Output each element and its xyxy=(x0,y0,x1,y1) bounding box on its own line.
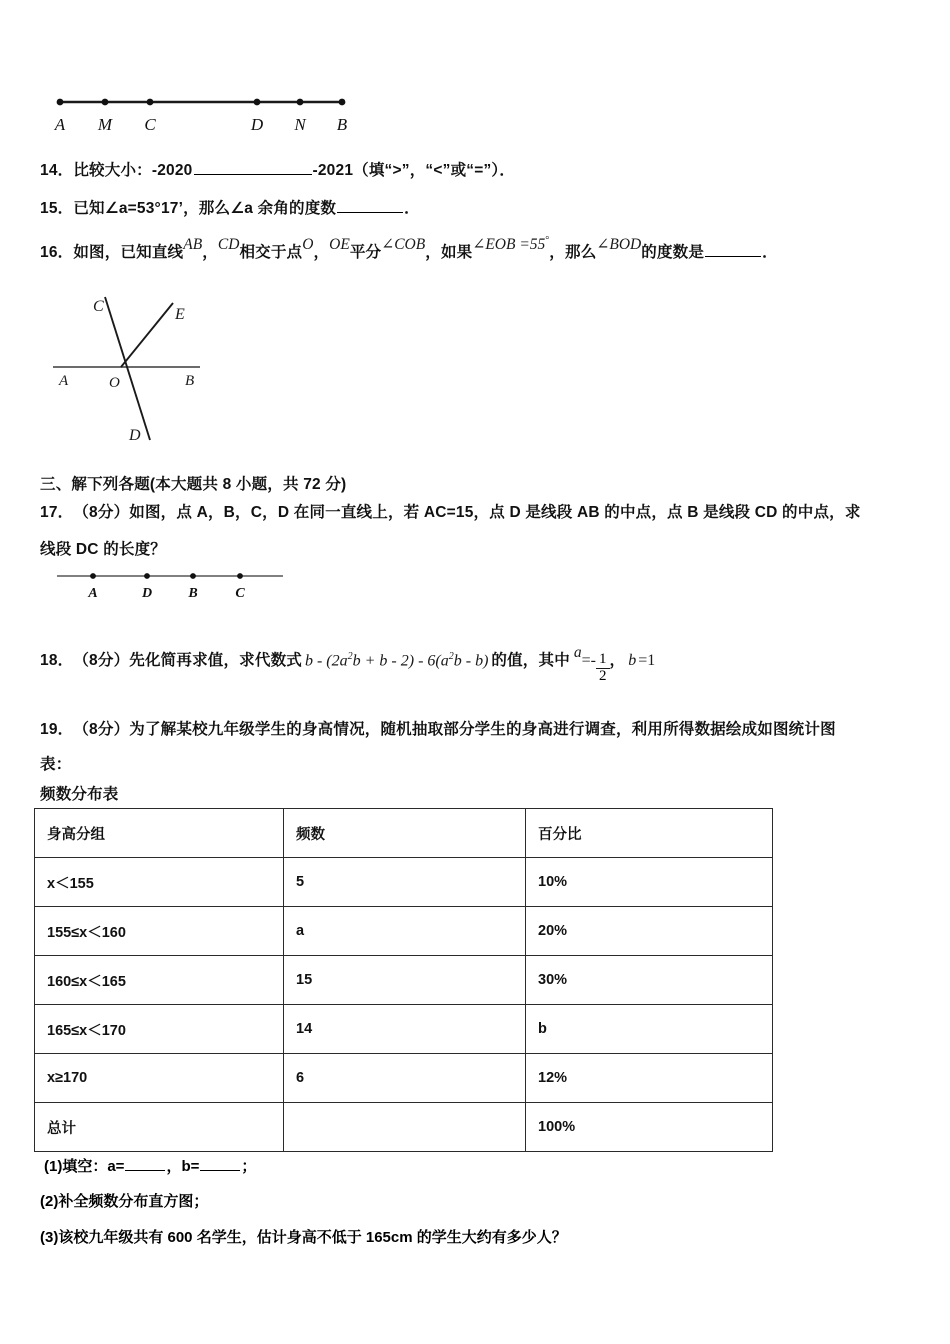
q16-segment-2: 相交于点 xyxy=(239,244,303,261)
svg-text:A: A xyxy=(54,115,66,134)
section-3-title-text: 三、解下列各题(本大题共 8 小题，共 72 分) xyxy=(40,476,347,493)
q19-sub1-text-before: (1)填空：a= xyxy=(44,1158,125,1175)
q18-fraction-one-half xyxy=(596,652,610,685)
svg-text:M: M xyxy=(97,115,113,134)
question-19-sub-1 xyxy=(44,1155,256,1176)
fraction-denominator: 2 xyxy=(596,668,610,685)
table-row xyxy=(35,1005,773,1054)
question-15 xyxy=(40,196,420,218)
q15-text: 已知∠a=53°17’，那么∠a 余角的度数 xyxy=(73,200,337,217)
q15-number: 15． xyxy=(40,200,74,217)
svg-text:C: C xyxy=(93,298,104,315)
frequency-distribution-table xyxy=(34,808,773,1152)
q16-math-angle-bod: ∠BOD xyxy=(596,236,642,253)
q16-math-angle-cob: ∠COB xyxy=(381,236,426,253)
table-header-row xyxy=(35,809,773,858)
q14-or-word: 或 xyxy=(450,162,467,179)
table-cell-total-label: 总计 xyxy=(35,1103,284,1152)
svg-text:E: E xyxy=(175,306,185,323)
fraction-numerator: 1 xyxy=(599,651,607,667)
q18-number: 18． xyxy=(40,652,74,669)
svg-text:D: D xyxy=(250,115,264,134)
q17-score: （8分） xyxy=(73,504,130,521)
q17-number: 17． xyxy=(40,504,74,521)
table-cell-percent: 10% xyxy=(526,858,773,907)
q15-answer-blank[interactable] xyxy=(337,199,403,213)
question-19-sub-3 xyxy=(40,1226,567,1247)
svg-text:O: O xyxy=(109,375,120,391)
q16-answer-blank[interactable] xyxy=(705,243,761,257)
svg-text:A: A xyxy=(88,586,98,601)
question-19-line-1 xyxy=(40,717,836,739)
q19-number: 19． xyxy=(40,721,74,738)
q14-comma-1: ， xyxy=(409,162,426,179)
table-cell-frequency: 6 xyxy=(284,1054,526,1103)
q16-comma-1: ， xyxy=(202,244,218,261)
q18-score: （8分） xyxy=(73,652,130,669)
q14-number: 14． xyxy=(40,162,74,179)
table-row xyxy=(35,1054,773,1103)
q14-answer-blank[interactable] xyxy=(194,161,312,175)
table-row xyxy=(35,858,773,907)
table-cell-percent: 20% xyxy=(526,907,773,956)
table-cell-group: 165≤x＜170 xyxy=(35,1005,284,1054)
svg-text:B: B xyxy=(188,586,198,601)
svg-text:B: B xyxy=(185,373,195,389)
q19-blank-b[interactable] xyxy=(200,1158,240,1171)
q16-math-angle-eob: ∠EOB =55° xyxy=(472,234,550,253)
q16-segment-1: 如图，已知直线 xyxy=(73,244,184,261)
q18-b-value: =1 xyxy=(638,652,656,669)
q18-var-b: b xyxy=(628,652,637,669)
table-row-total xyxy=(35,1103,773,1152)
q16-comma-2: ， xyxy=(313,244,330,261)
table-row xyxy=(35,907,773,956)
table-cell-group: 155≤x＜160 xyxy=(35,907,284,956)
q18-var-a: a xyxy=(573,644,582,661)
question-17-line-1 xyxy=(40,500,861,522)
q18-comma: ， xyxy=(609,652,626,669)
table-row xyxy=(35,956,773,1005)
q16-math-cd: CD xyxy=(217,236,240,253)
q16-segment-4: 如果 xyxy=(440,244,473,261)
q18-equals-negative: =- xyxy=(581,652,597,669)
question-16 xyxy=(40,234,778,262)
q19-blank-a[interactable] xyxy=(125,1158,165,1171)
q16-math-o: O xyxy=(302,236,314,253)
table-header-percentage: 百分比 xyxy=(526,809,773,858)
frequency-table-title-text: 频数分布表 xyxy=(40,786,119,803)
question-19-line-2 xyxy=(40,752,71,774)
q14-tail: ）． xyxy=(491,162,516,179)
table-cell-frequency: a xyxy=(284,907,526,956)
q19-text-line-2: 表： xyxy=(40,756,72,773)
q16-tail: ． xyxy=(762,244,778,261)
q14-text-after: -2021（填 xyxy=(312,162,385,179)
table-cell-group: 160≤x＜165 xyxy=(35,956,284,1005)
table-cell-frequency: 14 xyxy=(284,1005,526,1054)
svg-text:C: C xyxy=(144,115,156,134)
q14-op-gt: “>” xyxy=(384,162,410,179)
q19-sub1-text-after: ； xyxy=(241,1158,257,1175)
svg-text:D: D xyxy=(129,427,141,444)
q16-math-ab: AB xyxy=(183,236,203,253)
q14-op-lt: “<” xyxy=(425,162,451,179)
q17-text-line-1: 如图，点 A，B，C，D 在同一直线上，若 AC=15，点 D 是线段 AB 的中点，点 B 是线段 CD 的中点，求 xyxy=(129,504,861,521)
q16-comma-3: ， xyxy=(425,244,441,261)
q18-text: 先化简再求值，求代数式 xyxy=(129,652,302,669)
q16-segment-6: 的度数是 xyxy=(641,244,705,261)
svg-text:B: B xyxy=(336,115,348,134)
q14-text-before: 比较大小：-2020 xyxy=(73,162,193,179)
q19-score: （8分） xyxy=(73,721,130,738)
q16-segment-5: 那么 xyxy=(565,244,597,261)
question-17-line-2 xyxy=(40,537,166,559)
question-19-sub-2 xyxy=(40,1190,208,1211)
diagram-intersecting-lines xyxy=(45,285,220,450)
table-cell-total-percent: 100% xyxy=(526,1103,773,1152)
svg-text:A: A xyxy=(59,373,69,389)
frequency-table-title xyxy=(40,782,119,804)
svg-text:D: D xyxy=(141,586,153,601)
q16-segment-3: 平分 xyxy=(349,244,382,261)
table-cell-frequency: 5 xyxy=(284,858,526,907)
table-cell-percent: 30% xyxy=(526,956,773,1005)
table-cell-percent: 12% xyxy=(526,1054,773,1103)
q17-text-line-2: 线段 DC 的长度？ xyxy=(40,541,167,558)
q19-sub1-text-mid: ，b= xyxy=(166,1158,200,1175)
q16-number: 16． xyxy=(40,244,74,261)
question-14 xyxy=(40,158,515,180)
degree-symbol: ° xyxy=(545,234,550,246)
q18-expression: $b - (2a^2b + b - 2) - 6(a^2b - b)$ xyxy=(304,650,489,669)
table-header-height-group: 身高分组 xyxy=(35,809,284,858)
svg-text:N: N xyxy=(294,115,306,134)
svg-text:C: C xyxy=(235,586,245,601)
table-cell-group: x＜155 xyxy=(35,858,284,907)
diagram-number-line-q17 xyxy=(50,565,300,605)
q14-op-eq: “=” xyxy=(466,162,492,179)
q15-tail: ． xyxy=(404,200,420,217)
q16-math-oe: OE xyxy=(329,236,350,253)
q18-text-2: 的值，其中 xyxy=(491,652,570,669)
table-cell-percent: b xyxy=(526,1005,773,1054)
table-cell-total-frequency xyxy=(284,1103,526,1152)
q19-text-line-1: 为了解某校九年级学生的身高情况，随机抽取部分学生的身高进行调查，利用所得数据绘成如图统计图 xyxy=(129,721,836,738)
question-18 xyxy=(40,644,656,687)
q19-sub2-text: (2)补全频数分布直方图； xyxy=(40,1193,209,1210)
q16-comma-4: ， xyxy=(549,244,565,261)
diagram-number-line-top xyxy=(40,88,380,140)
section-3-title xyxy=(40,472,346,494)
table-cell-group: x≥170 xyxy=(35,1054,284,1103)
table-header-frequency: 频数 xyxy=(284,809,526,858)
table-cell-frequency: 15 xyxy=(284,956,526,1005)
q19-sub3-text: (3)该校九年级共有 600 名学生，估计身高不低于 165cm 的学生大约有多少人？ xyxy=(40,1229,567,1246)
